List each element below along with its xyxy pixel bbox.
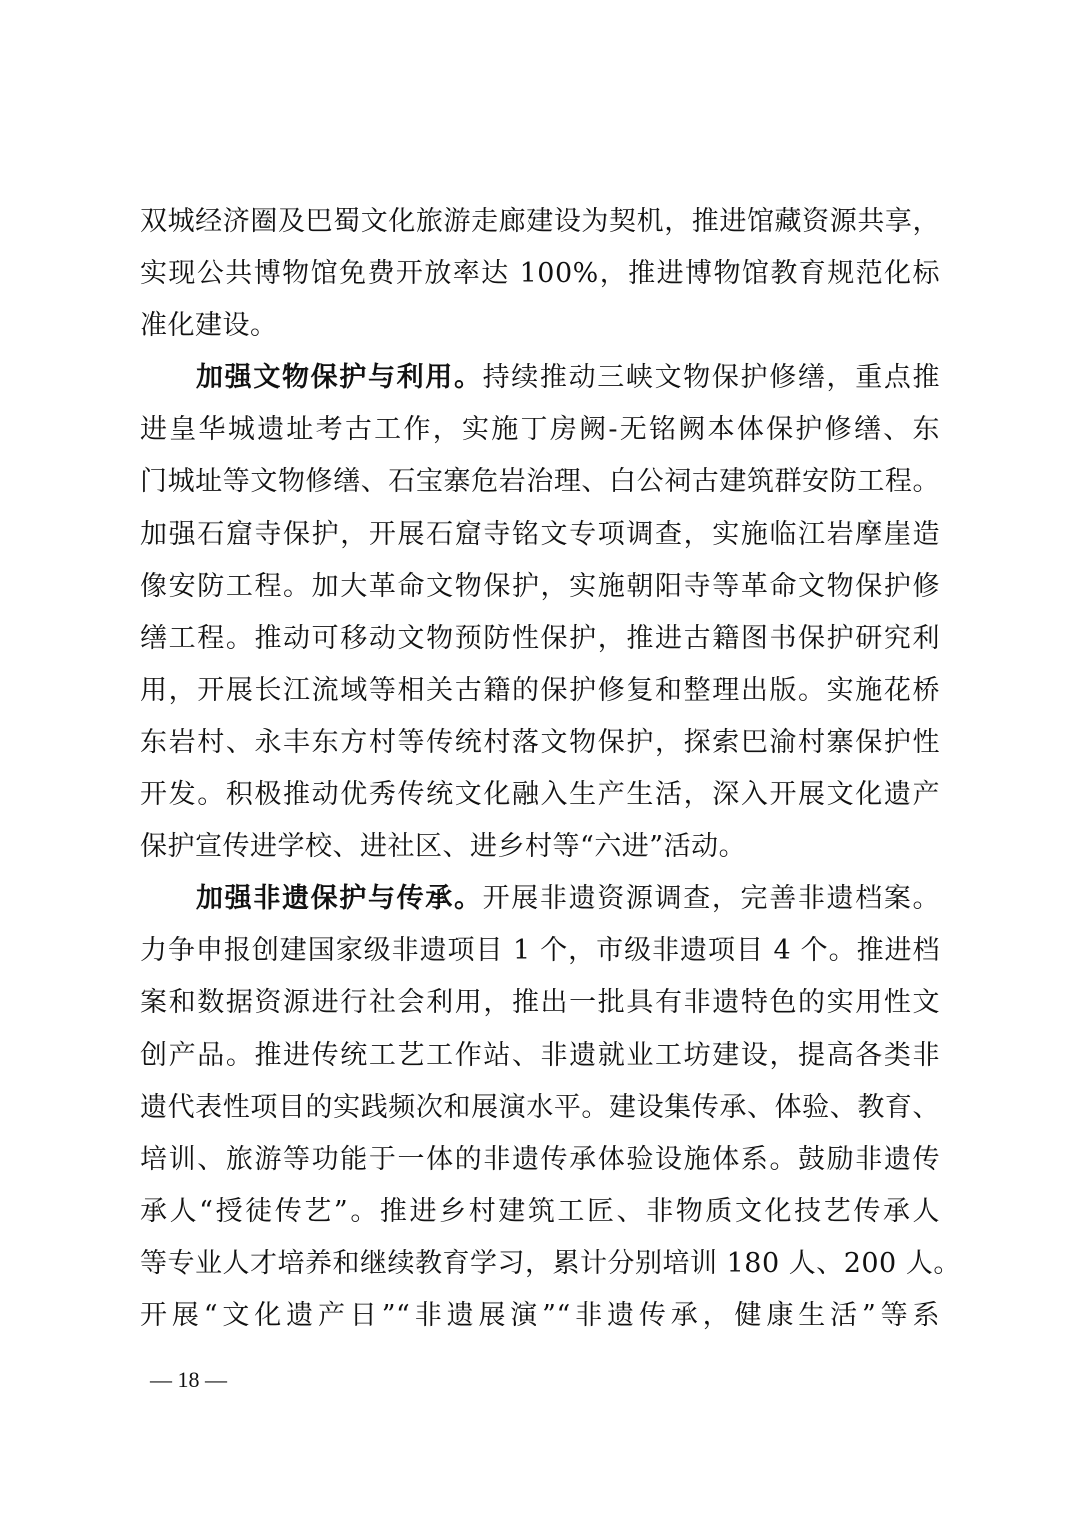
paragraph-text: 开展非遗资源调查，完善非遗档案。: [482, 883, 941, 915]
section-heading-relics: 加强文物保护与利用。: [196, 362, 483, 394]
section-heading-heritage: 加强非遗保护与传承。: [196, 883, 483, 915]
paragraph-line: 加强石窟寺保护，开展石窟寺铭文专项调查，实施临江岩摩崖造: [140, 518, 940, 550]
paragraph-line: 东岩村、永丰东方村等传统村落文物保护，探索巴渝村寨保护性: [140, 726, 940, 758]
body-text: [140, 196, 961, 1342]
paragraph-line: 进皇华城遗址考古工作，实施丁房阙-无铭阙本体保护修缮、东: [140, 414, 940, 446]
page-number: — 18 —: [150, 1367, 227, 1392]
paragraph-line: 力争申报创建国家级非遗项目 1 个，市级非遗项目 4 个。推进档: [140, 935, 940, 967]
paragraph-text: 持续推动三峡文物保护修缮，重点推: [482, 362, 941, 394]
paragraph-line: 案和数据资源进行社会利用，推出一批具有非遗特色的实用性文: [140, 987, 940, 1019]
paragraph-line: 保护宣传进学校、进社区、进乡村等“六进”活动。: [140, 831, 747, 863]
paragraph-line: 创产品。推进传统工艺工作站、非遗就业工坊建设，提高各类非: [140, 1039, 940, 1071]
paragraph-line: 准化建设。: [140, 310, 278, 342]
paragraph-line: 缮工程。推动可移动文物预防性保护，推进古籍图书保护研究利: [140, 622, 940, 654]
paragraph-line: 开展“文化遗产日”“非遗展演”“非遗传承，健康生活”等系: [140, 1299, 940, 1331]
paragraph-line: 双城经济圈及巴蜀文化旅游走廊建设为契机，推进馆藏资源共享，: [140, 206, 940, 237]
paragraph-line: 实现公共博物馆免费开放率达 100%，推进博物馆教育规范化标: [140, 258, 940, 290]
paragraph-line: 承人“授徒传艺”。推进乡村建筑工匠、非物质文化技艺传承人: [140, 1195, 940, 1227]
paragraph-line: 用，开展长江流域等相关古籍的保护修复和整理出版。实施花桥: [140, 674, 940, 706]
paragraph-line: 开发。积极推动优秀传统文化融入生产生活，深入开展文化遗产: [140, 779, 940, 811]
paragraph-line: [140, 352, 940, 404]
paragraph-line: 门城址等文物修缮、石宝寨危岩治理、白公祠古建筑群安防工程。: [140, 466, 940, 498]
paragraph-line: 培训、旅游等功能于一体的非遗传承体验设施体系。鼓励非遗传: [140, 1143, 940, 1175]
paragraph-line: 像安防工程。加大革命文物保护，实施朝阳寺等革命文物保护修: [140, 570, 940, 602]
paragraph-line: [140, 873, 940, 925]
paragraph-line: 遗代表性项目的实践频次和展演水平。建设集传承、体验、教育、: [140, 1091, 940, 1123]
paragraph-line: 等专业人才培养和继续教育学习，累计分别培训 180 人、200 人。: [140, 1247, 961, 1279]
